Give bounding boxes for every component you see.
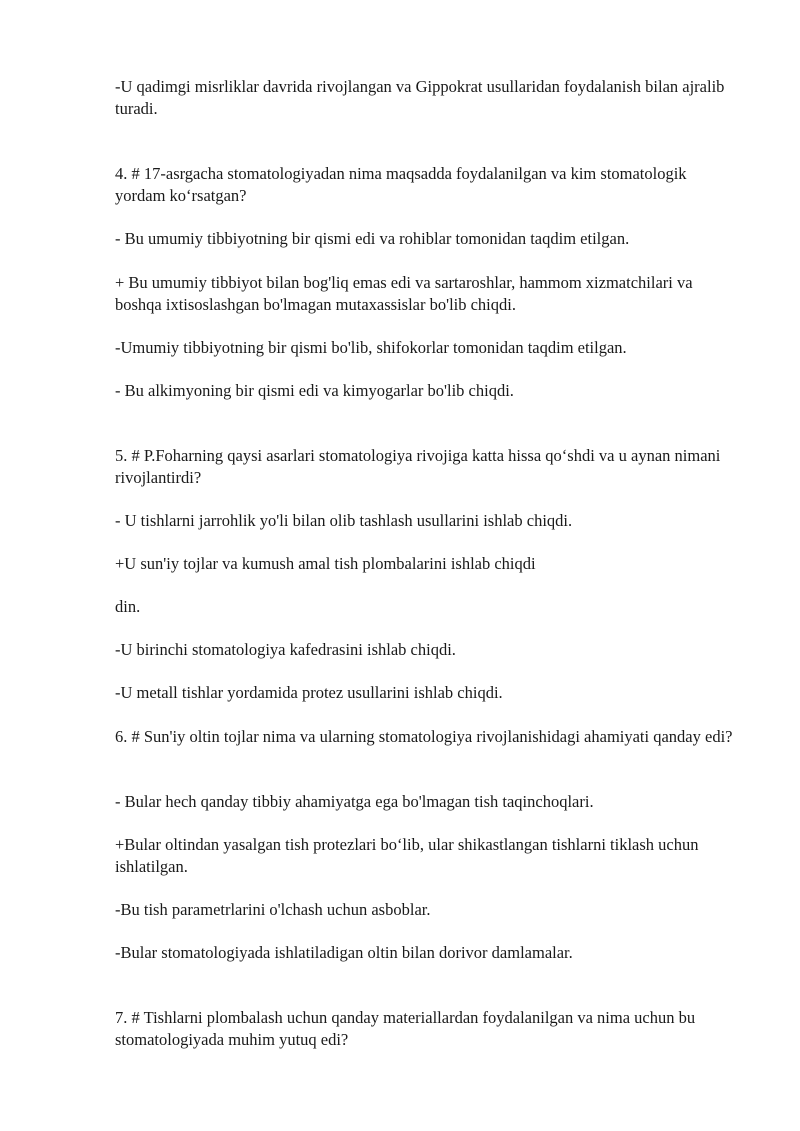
- answer-option: -Bu tish parametrlarini o'lchash uchun asboblar.: [115, 900, 431, 919]
- correct-answer-option: + Bu umumiy tibbiyot bilan bog'liq emas edi va sartaroshlar, hammom xizmatchilari va boshqa ixtisoslashgan bo'lmagan mutaxassislar bo'lib chiqdi.: [115, 273, 693, 314]
- answer-option: -U qadimgi misrliklar davrida rivojlangan va Gippokrat usullaridan foydalanish bilan ajralib turadi.: [115, 77, 725, 118]
- correct-answer-option: +U sun'iy tojlar va kumush amal tish plombalarini ishlab chiqdi: [115, 554, 536, 573]
- answer-option: -Bular stomatologiyada ishlatiladigan oltin bilan dorivor damlamalar.: [115, 943, 573, 962]
- question-4: 4. # 17-asrgacha stomatologiyadan nima maqsadda foydalanilgan va kim stomatologik yordam ko‘rsatgan?: [115, 164, 687, 205]
- answer-option: -U birinchi stomatologiya kafedrasini ishlab chiqdi.: [115, 640, 456, 659]
- answer-option: - Bu umumiy tibbiyotning bir qismi edi va rohiblar tomonidan taqdim etilgan.: [115, 229, 630, 248]
- question-7: 7. # Tishlarni plombalash uchun qanday materiallardan foydalanilgan va nima uchun bu stomatologiyada muhim yutuq edi?: [115, 1008, 696, 1049]
- answer-option: -Umumiy tibbiyotning bir qismi bo'lib, shifokorlar tomonidan taqdim etilgan.: [115, 338, 627, 357]
- answer-continuation: din.: [115, 597, 141, 616]
- answer-option: - Bular hech qanday tibbiy ahamiyatga ega bo'lmagan tish taqinchoqlari.: [115, 792, 594, 811]
- question-5: 5. # P.Foharning qaysi asarlari stomatologiya rivojiga katta hissa qo‘shdi va u aynan nimani rivojlantirdi?: [115, 446, 721, 487]
- question-6: 6. # Sun'iy oltin tojlar nima va ularning stomatologiya rivojlanishidagi ahamiyati qanday edi?: [115, 727, 733, 746]
- correct-answer-option: +Bular oltindan yasalgan tish protezlari bo‘lib, ular shikastlangan tishlarni tiklash uchun ishlatilgan.: [115, 835, 699, 876]
- answer-option: - Bu alkimyoning bir qismi edi va kimyogarlar bo'lib chiqdi.: [115, 381, 514, 400]
- answer-option: - U tishlarni jarrohlik yo'li bilan olib tashlash usullarini ishlab chiqdi.: [115, 511, 573, 530]
- answer-option: -U metall tishlar yordamida protez usullarini ishlab chiqdi.: [115, 683, 503, 702]
